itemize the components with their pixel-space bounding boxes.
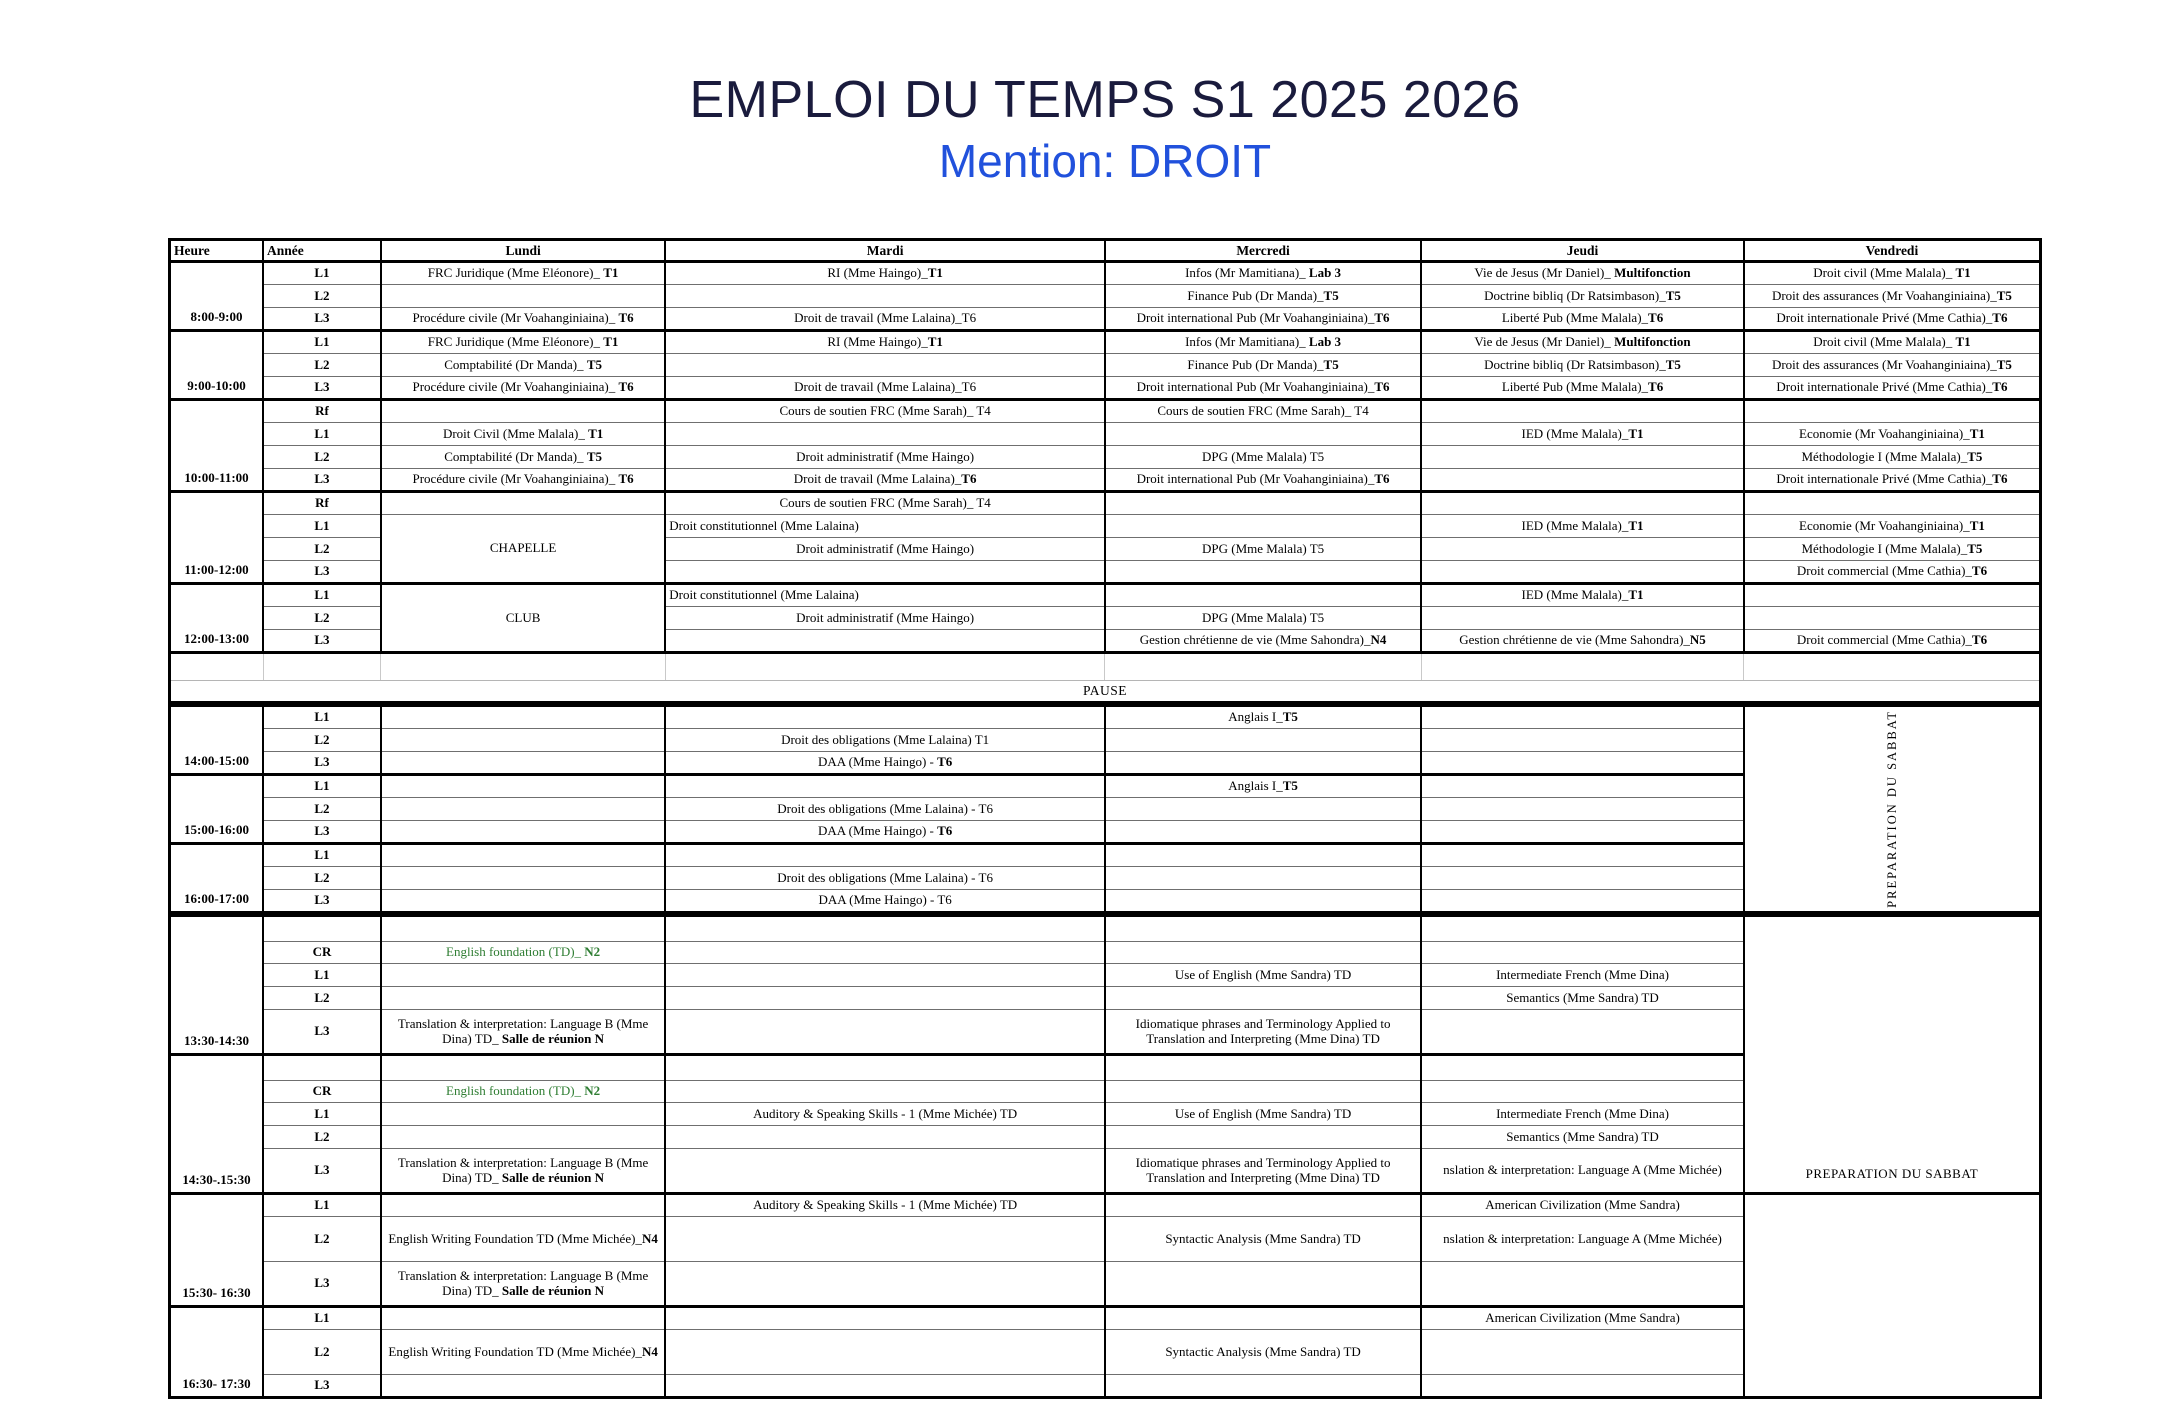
- year-label: L3: [263, 1375, 381, 1398]
- time-label: 8:00-9:00: [170, 262, 264, 331]
- schedule-cell: Procédure civile (Mr Voahanginiaina)_ T6: [381, 308, 665, 331]
- schedule-cell: [1744, 492, 2041, 515]
- table-row: [170, 446, 2041, 469]
- schedule-cell: Méthodologie I (Mme Malala)_T5: [1744, 538, 2041, 561]
- schedule-cell: Droit de travail (Mme Lalaina)_T6: [665, 377, 1105, 400]
- schedule-cell: Gestion chrétienne de vie (Mme Sahondra)_N5: [1421, 630, 1744, 653]
- schedule-cell: Intermediate French (Mme Dina): [1421, 1103, 1744, 1126]
- schedule-cell: [665, 561, 1105, 584]
- schedule-cell: [1421, 916, 1744, 942]
- schedule-cell: DPG (Mme Malala) T5: [1105, 446, 1421, 469]
- page-subtitle: Mention: DROIT: [938, 135, 1272, 187]
- sabbat-cell: PREPARATION DU SABBAT: [1744, 916, 2041, 1194]
- schedule-cell: [1421, 1375, 1744, 1398]
- schedule-cell: [665, 844, 1105, 867]
- year-label: L1: [263, 331, 381, 354]
- column-header-day: Mardi: [665, 240, 1105, 262]
- schedule-cell: Droit international Pub (Mr Voahanginiaina)_T6: [1105, 377, 1421, 400]
- schedule-cell: [1105, 1307, 1421, 1330]
- schedule-cell: [1105, 798, 1421, 821]
- spacer-row: [170, 653, 2041, 681]
- year-label: L2: [263, 1126, 381, 1149]
- schedule-cell: Translation & interpretation: Language B (Mme Dina) TD_ Salle de réunion N: [381, 1262, 665, 1307]
- schedule-cell: [381, 890, 665, 913]
- schedule-cell: [1105, 584, 1421, 607]
- schedule-cell: [1105, 867, 1421, 890]
- schedule-cell: Droit des obligations (Mme Lalaina) - T6: [665, 867, 1105, 890]
- schedule-cell: Cours de soutien FRC (Mme Sarah)_ T4: [665, 492, 1105, 515]
- schedule-cell: Economie (Mr Voahanginiaina)_T1: [1744, 423, 2041, 446]
- sabbat-cell: PREPARATION DU SABBAT: [1744, 706, 2041, 913]
- schedule-cell: [381, 1307, 665, 1330]
- schedule-cell: nslation & interpretation: Language A (Mme Michée): [1421, 1217, 1744, 1262]
- schedule-cell: [665, 1217, 1105, 1262]
- timetable: [168, 238, 2042, 1399]
- schedule-cell: [665, 285, 1105, 308]
- table-row: [170, 515, 2041, 538]
- schedule-cell: Use of English (Mme Sandra) TD: [1105, 1103, 1421, 1126]
- schedule-cell: Droit administratif (Mme Haingo): [665, 538, 1105, 561]
- schedule-cell: Auditory & Speaking Skills - 1 (Mme Michée) TD: [665, 1103, 1105, 1126]
- table-row: [170, 354, 2041, 377]
- schedule-cell: Infos (Mr Mamitiana)_ Lab 3: [1105, 331, 1421, 354]
- year-label: L2: [263, 987, 381, 1010]
- schedule-cell: Infos (Mr Mamitiana)_ Lab 3: [1105, 262, 1421, 285]
- schedule-cell: Vie de Jesus (Mr Daniel)_ Multifonction: [1421, 331, 1744, 354]
- schedule-cell: Doctrine bibliq (Dr Ratsimbason)_T5: [1421, 285, 1744, 308]
- schedule-cell: nslation & interpretation: Language A (Mme Michée): [1421, 1149, 1744, 1194]
- schedule-cell: Droit internationale Privé (Mme Cathia)_T6: [1744, 469, 2041, 492]
- schedule-cell: Droit des assurances (Mr Voahanginiaina)_T5: [1744, 354, 2041, 377]
- schedule-cell: Droit des assurances (Mr Voahanginiaina)_T5: [1744, 285, 2041, 308]
- schedule-cell: [665, 1055, 1105, 1081]
- schedule-cell: Droit international Pub (Mr Voahanginiaina)_T6: [1105, 469, 1421, 492]
- year-label: L1: [263, 1103, 381, 1126]
- schedule-cell: Cours de soutien FRC (Mme Sarah)_ T4: [1105, 400, 1421, 423]
- time-label: 12:00-13:00: [170, 584, 264, 653]
- year-label: L3: [263, 752, 381, 775]
- schedule-cell: Idiomatique phrases and Terminology Applied to Translation and Interpreting (Mme Dina) TD: [1105, 1149, 1421, 1194]
- schedule-cell: [381, 821, 665, 844]
- spacer-cell: [665, 653, 1105, 681]
- schedule-cell: Droit constitutionnel (Mme Lalaina): [665, 515, 1105, 538]
- schedule-cell: [1105, 729, 1421, 752]
- schedule-cell: [1421, 446, 1744, 469]
- year-label: L2: [263, 1330, 381, 1375]
- year-label: L3: [263, 821, 381, 844]
- column-header-annee: Année: [263, 240, 381, 262]
- schedule-cell: Semantics (Mme Sandra) TD: [1421, 1126, 1744, 1149]
- year-label: L1: [263, 706, 381, 729]
- schedule-cell: [381, 706, 665, 729]
- column-header-day: Jeudi: [1421, 240, 1744, 262]
- schedule-cell: [1421, 1262, 1744, 1307]
- schedule-cell: Droit administratif (Mme Haingo): [665, 446, 1105, 469]
- schedule-cell: Droit internationale Privé (Mme Cathia)_T6: [1744, 308, 2041, 331]
- schedule-cell: Droit civil (Mme Malala)_ T1: [1744, 262, 2041, 285]
- schedule-cell: [381, 1126, 665, 1149]
- schedule-cell: Droit Civil (Mme Malala)_ T1: [381, 423, 665, 446]
- year-label: L3: [263, 469, 381, 492]
- time-label: 16:00-17:00: [170, 844, 264, 913]
- year-label: L3: [263, 1010, 381, 1055]
- year-label: L1: [263, 584, 381, 607]
- year-label: L2: [263, 538, 381, 561]
- table-row: [170, 400, 2041, 423]
- schedule-cell: Use of English (Mme Sandra) TD: [1105, 964, 1421, 987]
- spacer-cell: [1421, 653, 1744, 681]
- merged-activity-cell: CHAPELLE: [381, 515, 665, 584]
- schedule-cell: Droit international Pub (Mr Voahanginiaina)_T6: [1105, 308, 1421, 331]
- time-label: 11:00-12:00: [170, 492, 264, 584]
- schedule-cell: [1421, 775, 1744, 798]
- schedule-cell: [1421, 400, 1744, 423]
- year-label: L3: [263, 890, 381, 913]
- timetable-section-3: [168, 914, 2042, 1399]
- schedule-cell: Droit administratif (Mme Haingo): [665, 607, 1105, 630]
- schedule-cell: DPG (Mme Malala) T5: [1105, 538, 1421, 561]
- schedule-cell: DAA (Mme Haingo) - T6: [665, 821, 1105, 844]
- schedule-cell: Comptabilité (Dr Manda)_ T5: [381, 446, 665, 469]
- schedule-cell: [1421, 1055, 1744, 1081]
- schedule-cell: [1105, 515, 1421, 538]
- schedule-cell: Vie de Jesus (Mr Daniel)_ Multifonction: [1421, 262, 1744, 285]
- schedule-cell: [665, 1010, 1105, 1055]
- schedule-cell: [1421, 561, 1744, 584]
- schedule-cell: [1421, 607, 1744, 630]
- schedule-cell: Gestion chrétienne de vie (Mme Sahondra)_N4: [1105, 630, 1421, 653]
- year-label: L1: [263, 964, 381, 987]
- schedule-cell: [381, 1055, 665, 1081]
- schedule-cell: [1105, 752, 1421, 775]
- schedule-cell: [1421, 492, 1744, 515]
- schedule-cell: Méthodologie I (Mme Malala)_T5: [1744, 446, 2041, 469]
- table-row: [170, 377, 2041, 400]
- timetable-section-2: [168, 704, 2042, 914]
- schedule-cell: [1421, 942, 1744, 964]
- table-row: [170, 331, 2041, 354]
- schedule-cell: [381, 1103, 665, 1126]
- schedule-cell: Droit des obligations (Mme Lalaina) T1: [665, 729, 1105, 752]
- schedule-cell: [1105, 890, 1421, 913]
- year-label: Rf: [263, 492, 381, 515]
- schedule-cell: [1105, 821, 1421, 844]
- schedule-cell: [381, 867, 665, 890]
- schedule-cell: [665, 1375, 1105, 1398]
- year-label: L1: [263, 262, 381, 285]
- schedule-cell: IED (Mme Malala)_T1: [1421, 584, 1744, 607]
- schedule-cell: [1421, 821, 1744, 844]
- schedule-cell: Comptabilité (Dr Manda)_ T5: [381, 354, 665, 377]
- spacer-cell: [1744, 653, 2041, 681]
- year-label: L1: [263, 515, 381, 538]
- schedule-cell: [1105, 1262, 1421, 1307]
- year-label: CR: [263, 1081, 381, 1103]
- schedule-cell: Doctrine bibliq (Dr Ratsimbason)_T5: [1421, 354, 1744, 377]
- schedule-cell: [381, 400, 665, 423]
- schedule-cell: [665, 423, 1105, 446]
- schedule-cell: [1421, 867, 1744, 890]
- column-header-heure: Heure: [170, 240, 264, 262]
- time-label: 14:00-15:00: [170, 706, 264, 775]
- pause-row: [170, 681, 2041, 703]
- time-label: 14:30-.15:30: [170, 1055, 264, 1194]
- schedule-cell: [665, 1307, 1105, 1330]
- year-label: L2: [263, 446, 381, 469]
- table-row: [170, 285, 2041, 308]
- schedule-cell: [1105, 561, 1421, 584]
- schedule-cell: English Writing Foundation TD (Mme Michée)_N4: [381, 1330, 665, 1375]
- schedule-cell: Droit commercial (Mme Cathia)_T6: [1744, 561, 2041, 584]
- schedule-cell: Finance Pub (Dr Manda)_T5: [1105, 285, 1421, 308]
- spacer-cell: [263, 653, 381, 681]
- schedule-cell: Syntactic Analysis (Mme Sandra) TD: [1105, 1217, 1421, 1262]
- schedule-cell: Anglais I_T5: [1105, 775, 1421, 798]
- schedule-cell: [1105, 1194, 1421, 1217]
- year-label: L1: [263, 1307, 381, 1330]
- schedule-cell: Translation & interpretation: Language B (Mme Dina) TD_ Salle de réunion N: [381, 1010, 665, 1055]
- schedule-cell: [1744, 584, 2041, 607]
- schedule-cell: [1105, 844, 1421, 867]
- spacer-cell: [170, 653, 264, 681]
- year-label: L3: [263, 561, 381, 584]
- schedule-cell: [381, 492, 665, 515]
- schedule-cell: [381, 964, 665, 987]
- year-label: L2: [263, 729, 381, 752]
- schedule-cell: [381, 916, 665, 942]
- schedule-cell: Intermediate French (Mme Dina): [1421, 964, 1744, 987]
- schedule-cell: [665, 775, 1105, 798]
- schedule-cell: [1105, 916, 1421, 942]
- schedule-cell: [665, 1126, 1105, 1149]
- schedule-cell: [1105, 942, 1421, 964]
- schedule-cell: [381, 987, 665, 1010]
- schedule-cell: [1421, 1010, 1744, 1055]
- schedule-cell: FRC Juridique (Mme Eléonore)_ T1: [381, 331, 665, 354]
- time-label: 9:00-10:00: [170, 331, 264, 400]
- schedule-cell: Droit commercial (Mme Cathia)_T6: [1744, 630, 2041, 653]
- time-label: 16:30- 17:30: [170, 1307, 264, 1398]
- year-label: L2: [263, 607, 381, 630]
- schedule-cell: [1421, 844, 1744, 867]
- schedule-cell: Droit de travail (Mme Lalaina)_T6: [665, 469, 1105, 492]
- time-label: 15:30- 16:30: [170, 1194, 264, 1307]
- schedule-cell: Cours de soutien FRC (Mme Sarah)_ T4: [665, 400, 1105, 423]
- schedule-cell: Anglais I_T5: [1105, 706, 1421, 729]
- schedule-cell: American Civilization (Mme Sandra): [1421, 1194, 1744, 1217]
- schedule-cell: [665, 354, 1105, 377]
- page-title: EMPLOI DU TEMPS S1 2025 2026: [689, 71, 1521, 129]
- column-header-day: Mercredi: [1105, 240, 1421, 262]
- schedule-cell: [665, 1262, 1105, 1307]
- spacer-cell: [1105, 653, 1421, 681]
- schedule-cell: Economie (Mr Voahanginiaina)_T1: [1744, 515, 2041, 538]
- schedule-cell: [381, 752, 665, 775]
- schedule-cell: Droit de travail (Mme Lalaina)_T6: [665, 308, 1105, 331]
- schedule-cell: [1421, 890, 1744, 913]
- schedule-cell: Liberté Pub (Mme Malala)_T6: [1421, 377, 1744, 400]
- schedule-cell: [665, 942, 1105, 964]
- table-row: [170, 469, 2041, 492]
- schedule-cell: [381, 798, 665, 821]
- schedule-cell: Droit civil (Mme Malala)_ T1: [1744, 331, 2041, 354]
- schedule-cell: [381, 1194, 665, 1217]
- schedule-cell: RI (Mme Haingo)_T1: [665, 262, 1105, 285]
- schedule-cell: English foundation (TD)_ N2: [381, 942, 665, 964]
- schedule-cell: [665, 706, 1105, 729]
- year-label: L2: [263, 798, 381, 821]
- year-label: L1: [263, 844, 381, 867]
- schedule-cell: [1105, 423, 1421, 446]
- merged-activity-cell: CLUB: [381, 584, 665, 653]
- schedule-cell: [665, 1149, 1105, 1194]
- schedule-cell: [1421, 1330, 1744, 1375]
- column-header-day: Lundi: [381, 240, 665, 262]
- schedule-cell: [665, 964, 1105, 987]
- year-label: L3: [263, 1262, 381, 1307]
- schedule-cell: Droit internationale Privé (Mme Cathia)_T6: [1744, 377, 2041, 400]
- schedule-cell: [1105, 492, 1421, 515]
- table-row: [170, 423, 2041, 446]
- year-label: L3: [263, 1149, 381, 1194]
- year-label: L1: [263, 423, 381, 446]
- schedule-cell: Idiomatique phrases and Terminology Applied to Translation and Interpreting (Mme Dina) TD: [1105, 1010, 1421, 1055]
- time-label: 13:30-14:30: [170, 916, 264, 1055]
- schedule-cell: Semantics (Mme Sandra) TD: [1421, 987, 1744, 1010]
- table-row: [170, 492, 2041, 515]
- schedule-cell: IED (Mme Malala)_T1: [1421, 515, 1744, 538]
- table-row: [170, 308, 2041, 331]
- year-label: L2: [263, 285, 381, 308]
- year-label: L2: [263, 1217, 381, 1262]
- schedule-cell: [381, 285, 665, 308]
- schedule-cell: [1421, 469, 1744, 492]
- column-header-day: Vendredi: [1744, 240, 2041, 262]
- schedule-cell: [381, 844, 665, 867]
- schedule-cell: [381, 775, 665, 798]
- schedule-cell: [1105, 1055, 1421, 1081]
- schedule-cell: [1105, 1126, 1421, 1149]
- schedule-cell: Finance Pub (Dr Manda)_T5: [1105, 354, 1421, 377]
- schedule-cell: [1421, 538, 1744, 561]
- schedule-cell: Translation & interpretation: Language B (Mme Dina) TD_ Salle de réunion N: [381, 1149, 665, 1194]
- schedule-cell: English Writing Foundation TD (Mme Michée)_N4: [381, 1217, 665, 1262]
- schedule-cell: [1421, 729, 1744, 752]
- year-label: L3: [263, 308, 381, 331]
- schedule-cell: [1744, 607, 2041, 630]
- schedule-cell: [1105, 987, 1421, 1010]
- time-label: 15:00-16:00: [170, 775, 264, 844]
- table-row: [170, 262, 2041, 285]
- year-label: L2: [263, 867, 381, 890]
- schedule-cell: [1421, 706, 1744, 729]
- year-label: L1: [263, 1194, 381, 1217]
- pause-label: PAUSE: [170, 681, 2041, 703]
- year-label: [263, 916, 381, 942]
- schedule-cell: [1105, 1081, 1421, 1103]
- year-label: L3: [263, 377, 381, 400]
- title-block: [168, 70, 2042, 188]
- schedule-cell: Droit constitutionnel (Mme Lalaina): [665, 584, 1105, 607]
- table-row: [170, 916, 2041, 942]
- schedule-cell: American Civilization (Mme Sandra): [1421, 1307, 1744, 1330]
- schedule-cell: [1105, 1375, 1421, 1398]
- sabbat-cell: [1744, 1194, 2041, 1398]
- year-label: [263, 1055, 381, 1081]
- year-label: L1: [263, 775, 381, 798]
- schedule-cell: DAA (Mme Haingo) - T6: [665, 890, 1105, 913]
- schedule-cell: [1421, 752, 1744, 775]
- year-label: L2: [263, 354, 381, 377]
- schedule-cell: Droit des obligations (Mme Lalaina) - T6: [665, 798, 1105, 821]
- schedule-cell: IED (Mme Malala)_T1: [1421, 423, 1744, 446]
- schedule-cell: [1421, 1081, 1744, 1103]
- schedule-cell: FRC Juridique (Mme Eléonore)_ T1: [381, 262, 665, 285]
- spacer-cell: [381, 653, 665, 681]
- schedule-cell: [665, 1330, 1105, 1375]
- schedule-cell: Procédure civile (Mr Voahanginiaina)_ T6: [381, 469, 665, 492]
- schedule-cell: [665, 630, 1105, 653]
- schedule-cell: DPG (Mme Malala) T5: [1105, 607, 1421, 630]
- schedule-cell: Syntactic Analysis (Mme Sandra) TD: [1105, 1330, 1421, 1375]
- table-row: [170, 706, 2041, 729]
- schedule-cell: English foundation (TD)_ N2: [381, 1081, 665, 1103]
- timetable-section-1: [168, 238, 2042, 704]
- table-row: [170, 584, 2041, 607]
- year-label: L3: [263, 630, 381, 653]
- schedule-cell: [1744, 400, 2041, 423]
- schedule-cell: [381, 729, 665, 752]
- schedule-cell: [665, 1081, 1105, 1103]
- year-label: Rf: [263, 400, 381, 423]
- time-label: 10:00-11:00: [170, 400, 264, 492]
- year-label: CR: [263, 942, 381, 964]
- schedule-cell: DAA (Mme Haingo) - T6: [665, 752, 1105, 775]
- schedule-cell: Procédure civile (Mr Voahanginiaina)_ T6: [381, 377, 665, 400]
- schedule-cell: [665, 987, 1105, 1010]
- schedule-cell: RI (Mme Haingo)_T1: [665, 331, 1105, 354]
- schedule-cell: Liberté Pub (Mme Malala)_T6: [1421, 308, 1744, 331]
- schedule-cell: [665, 916, 1105, 942]
- table-row: [170, 1194, 2041, 1217]
- schedule-cell: Auditory & Speaking Skills - 1 (Mme Michée) TD: [665, 1194, 1105, 1217]
- header-row: [170, 240, 2041, 262]
- schedule-cell: [381, 1375, 665, 1398]
- schedule-cell: [1421, 798, 1744, 821]
